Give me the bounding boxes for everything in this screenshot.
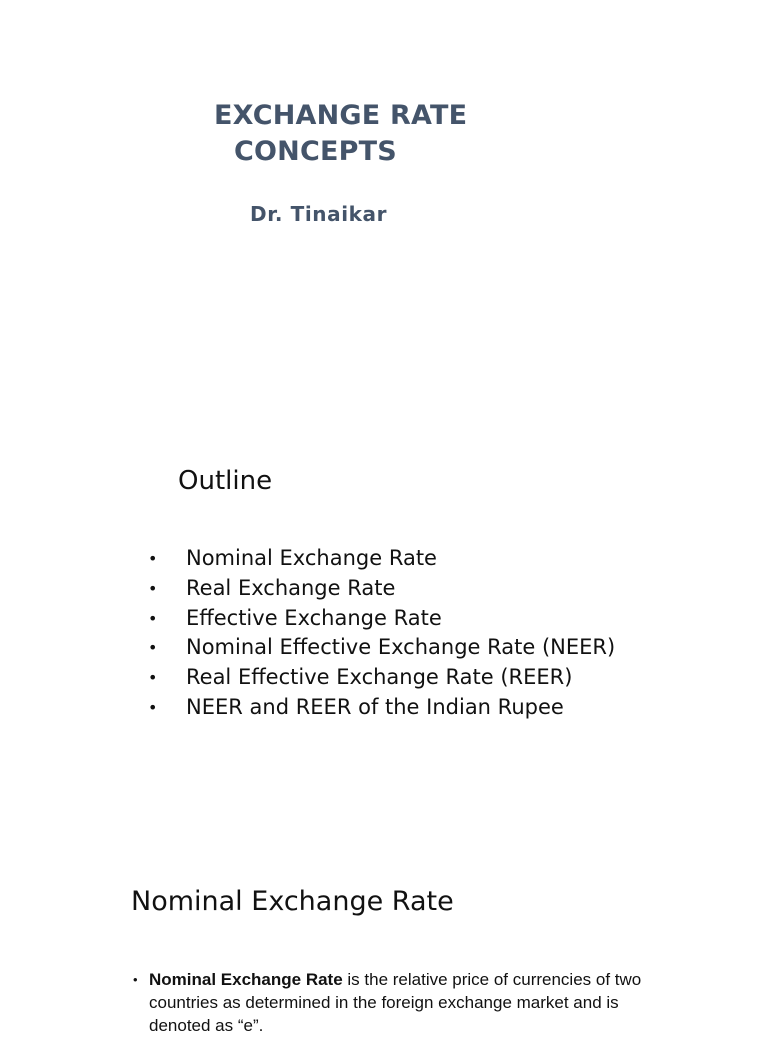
definition-body: is the relative price of currencies of two countries as determined in the foreign exchange market and is denoted as “e”.	[149, 970, 642, 1035]
outline-item-label: Nominal Effective Exchange Rate (NEER)	[186, 635, 616, 660]
outline-item	[148, 663, 615, 693]
outline-list	[148, 544, 615, 723]
bullet-icon: •	[148, 608, 158, 628]
outline-item-label: Nominal Exchange Rate	[186, 546, 437, 570]
outline-item-label: Real Effective Exchange Rate (REER)	[186, 665, 573, 690]
outline-item	[148, 633, 615, 663]
nominal-exchange-rate-slide	[0, 830, 768, 1035]
outline-item	[148, 574, 615, 604]
outline-item-label: Real Exchange Rate	[186, 575, 396, 600]
title-line-2: CONCEPTS	[234, 136, 397, 167]
bullet-icon: •	[148, 549, 158, 568]
title-slide	[0, 0, 768, 420]
outline-slide	[0, 420, 768, 830]
outline-item-label: NEER and REER of the Indian Rupee	[186, 694, 564, 719]
nominal-heading: Nominal Exchange Rate	[131, 886, 454, 917]
bullet-icon: •	[133, 972, 138, 987]
presentation-title	[214, 98, 467, 170]
outline-item	[148, 604, 615, 634]
outline-item-label: Effective Exchange Rate	[186, 605, 442, 630]
title-line-1: EXCHANGE RATE	[214, 100, 468, 131]
author-name: Dr. Tinaikar	[250, 202, 388, 226]
nominal-definition	[133, 968, 653, 1037]
bullet-icon: •	[148, 668, 158, 688]
outline-item	[148, 544, 615, 574]
outline-heading: Outline	[178, 466, 273, 496]
outline-item	[148, 693, 615, 723]
bullet-icon: •	[148, 697, 158, 717]
bullet-icon: •	[148, 578, 158, 598]
definition-text	[133, 968, 653, 1037]
definition-term: Nominal Exchange Rate	[149, 970, 343, 989]
bullet-icon: •	[148, 638, 158, 658]
